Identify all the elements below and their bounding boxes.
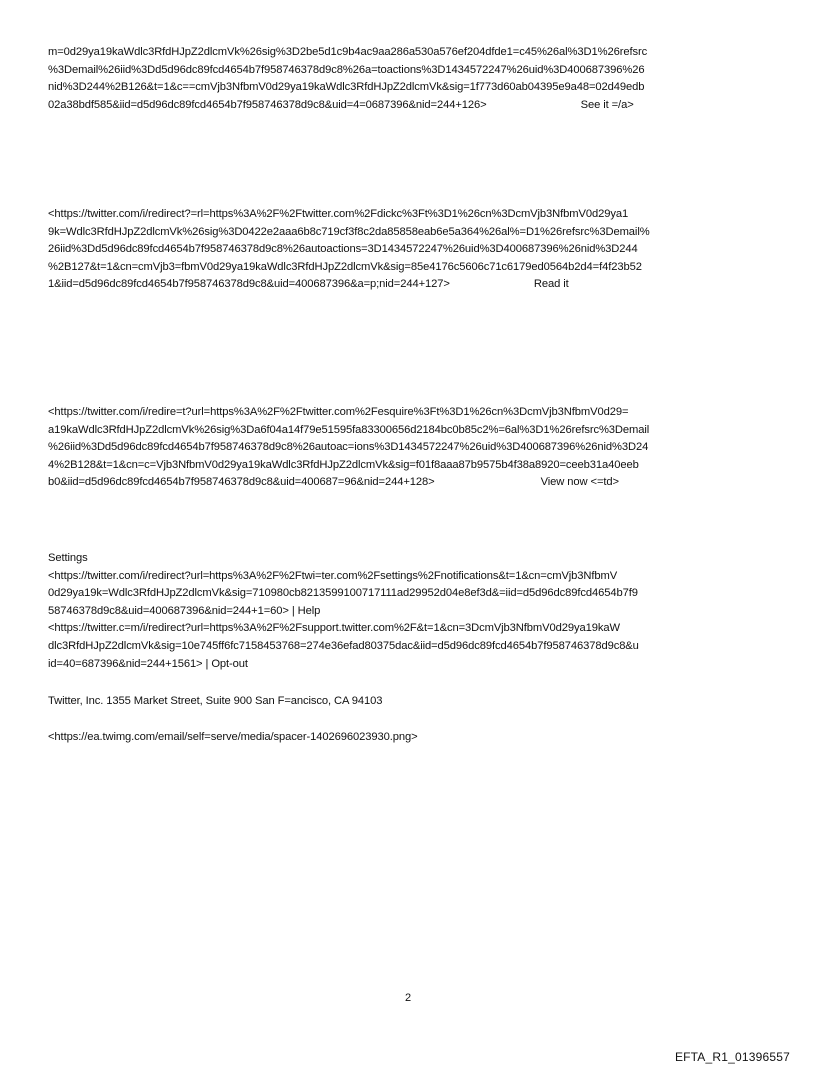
redirect-block-see-it — [48, 44, 778, 114]
settings-url-line: <https://twitter.com/i/redirect?url=https%3A%2F%2Ftwi=ter.com%2Fsettings%2Fnotifications&t=1&cn=cmVjb3NfbmV — [48, 569, 618, 582]
url-line: m=0d29ya19kaWdlc3RfdHJpZ2dlcmVk%26sig%3D2be5d1c9b4ac9aa286a530a576ef204dfde1=c45%26al%3D1%26refsrc — [48, 46, 648, 58]
view-now-link[interactable]: View now <=td> — [540, 476, 619, 489]
help-url-line: dlc3RfdHJpZ2dlcmVk&sig=10e745ff6fc7158453768=274e36efad80375dac&iid=d5d96dc89fcd4654b7f958746378d9c8&u — [48, 639, 639, 652]
url-line: <https://twitter.com/i/redire=t?url=https%3A%2F%2Ftwitter.com%2Fesquire%3Ft%3D1%26cn%3DcmVjb3NfbmV0d29= — [48, 406, 629, 418]
settings-label[interactable]: Settings — [48, 552, 88, 564]
redirect-block-view-now — [48, 404, 778, 492]
page-number: 2 — [404, 992, 412, 1004]
url-line: %2B127&t=1&cn=cmVjb3=fbmV0d29ya19kaWdlc3RfdHJpZ2dlcmVk&sig=85e4176c5606c71c6179ed0564b2d4=f4f23b52 — [48, 260, 642, 273]
see-it-link[interactable]: See it =/a> — [580, 98, 634, 111]
company-address — [48, 693, 778, 711]
url-line — [48, 276, 778, 294]
footer-links — [48, 550, 778, 673]
url-line-text: 02a38bdf585&iid=d5d96dc89fcd4654b7f958746378d9c8&uid=4=0687396&nid=244+126> — [48, 98, 487, 111]
opt-out-line[interactable]: id=40=687396&nid=244+1561> | Opt-out — [48, 657, 248, 670]
url-line: a19kaWdlc3RfdHJpZ2dlcmVk%26sig%3Da6f04a14f79e51595fa83300656d2184bc0b85c2%=6al%3D1%26refsrc%3Demail — [48, 423, 650, 436]
spacer-image-url — [48, 729, 778, 747]
url-line: %3Demail%26iid%3Dd5d96dc89fcd4654b7f958746378d9c8%26a=toactions%3D1434572247%26uid%3D400687396%26 — [48, 63, 645, 76]
url-line: nid%3D244%2B126&t=1&c==cmVjb3NfbmV0d29ya19kaWdlc3RfdHJpZ2dlcmVk&sig=1f773d60ab04395e9a48=02d49edb — [48, 81, 645, 94]
address-text: Twitter, Inc. 1355 Market Street, Suite 900 San F=ancisco, CA 94103 — [48, 695, 383, 707]
url-line-text: 1&iid=d5d96dc89fcd4654b7f958746378d9c8&uid=400687396&a=p;nid=244+127> — [48, 278, 450, 291]
url-line: 9k=Wdlc3RfdHJpZ2dlcmVk%26sig%3D0422e2aaa6b8c719cf3f8c2da85858eab6e5a364%26al%=D1%26refsrc%3Demail% — [48, 225, 650, 238]
url-line — [48, 97, 778, 115]
document-id: EFTA_R1_01396557 — [674, 1050, 790, 1064]
redirect-block-read-it — [48, 206, 778, 294]
help-line[interactable]: 58746378d9c8&uid=400687396&nid=244+1=60> | Help — [48, 604, 321, 617]
url-line: %26iid%3Dd5d96dc89fcd4654b7f958746378d9c8%26autoac=ions%3D1434572247%26uid%3D400687396%26nid%3D24 — [48, 441, 649, 454]
url-line — [48, 474, 778, 492]
url-line: 4%2B128&t=1&cn=c=Vjb3NfbmV0d29ya19kaWdlc3RfdHJpZ2dlcmVk&sig=f01f8aaa87b9575b4f38a8920=ceeb31a40eeb — [48, 458, 639, 471]
read-it-link[interactable]: Read it — [533, 278, 569, 291]
spacer-url-text: <https://ea.twimg.com/email/self=serve/media/spacer-1402696023930.png> — [48, 731, 418, 743]
url-line: <https://twitter.com/i/redirect?=rl=https%3A%2F%2Ftwitter.com%2Fdickc%3Ft%3D1%26cn%3DcmVjb3NfbmV0d29ya1 — [48, 208, 629, 220]
settings-url-line: 0d29ya19k=Wdlc3RfdHJpZ2dlcmVk&sig=710980cb8213599100717111ad29952d04e8ef3d&=iid=d5d96dc89fcd4654b7f9 — [48, 587, 638, 600]
help-url-line: <https://twitter.c=m/i/redirect?url=https%3A%2F%2Fsupport.twitter.com%2F&t=1&cn=3DcmVjb3NfbmV0d29ya19kaW — [48, 622, 620, 635]
url-line: 26iid%3Dd5d96dc89fcd4654b7f958746378d9c8%26autoactions=3D1434572247%26uid%3D400687396%26nid%3D244 — [48, 243, 638, 256]
url-line-text: b0&iid=d5d96dc89fcd4654b7f958746378d9c8&uid=400687=96&nid=244+128> — [48, 476, 435, 489]
